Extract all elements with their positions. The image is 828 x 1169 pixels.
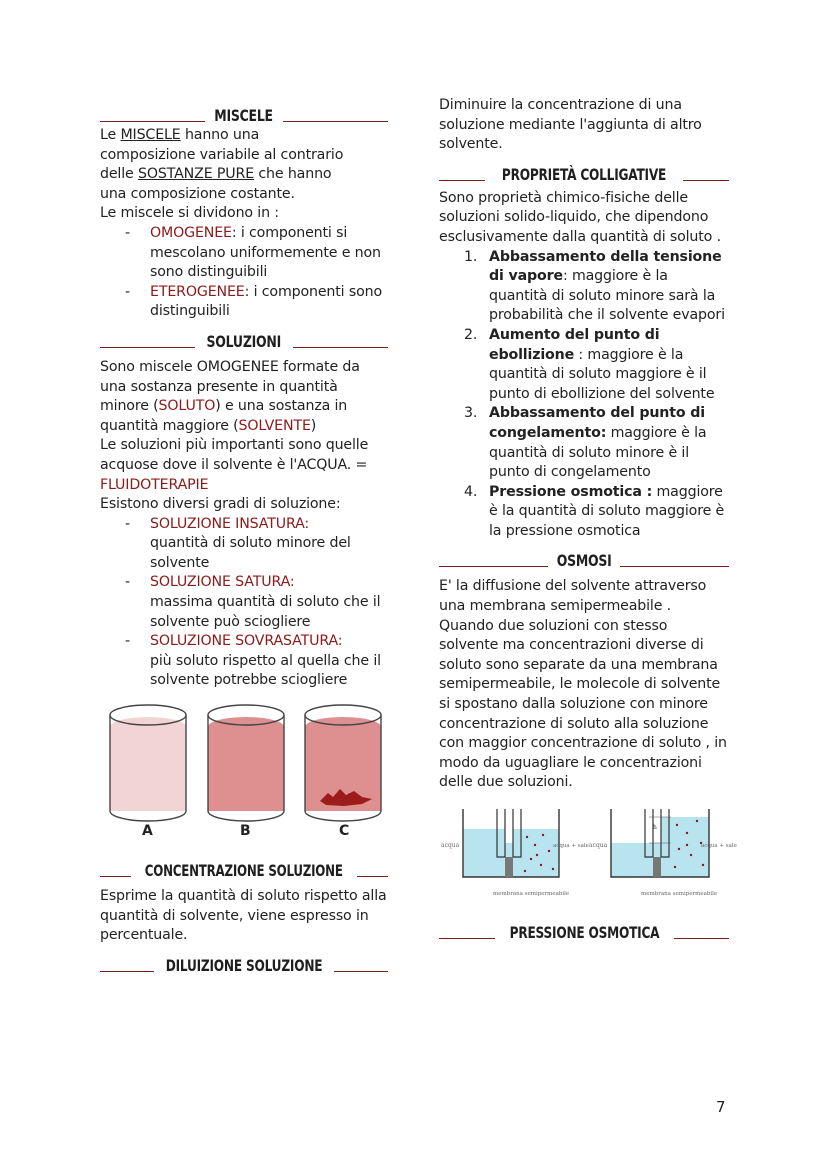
beaker-a <box>110 705 186 821</box>
heading-osmosi: OSMOSI <box>439 541 729 571</box>
colligative-list <box>439 248 729 542</box>
list-item: - SOLUZIONE SATURA: massima quantità di soluto che il solvente può sciogliere <box>100 573 388 632</box>
osmosi-text: E' la diffusione del solvente attraverso una membrana semipermeabile . Quando due soluzioni con stesso solvente ma concentrazioni diverse di soluto sono separate da una membrana semipermeabile, le molecole di solvente si spostano dalla soluzione con minore concentrazione di soluto alla soluzione con maggior concentrazione di soluto , in modo da uguagliare le concentrazioni delle due soluzioni. <box>439 578 727 791</box>
beaker-b <box>208 705 284 821</box>
miscele-list <box>100 224 388 322</box>
label-h: h <box>653 824 657 831</box>
list-item: - SOLUZIONE INSATURA: quantità di soluto minore del solvente <box>100 515 388 574</box>
list-item: - ETEROGENEE: i componenti sono distinguibili <box>100 283 388 322</box>
heading-colligative: PROPRIETÀ COLLIGATIVE <box>439 155 729 185</box>
list-item: 1. Abbassamento della tensione di vapore: maggiore è la quantità di soluto minore sarà la probabilità che il solvente evapori <box>464 248 725 324</box>
label-membrane: membrana semipermeabile <box>641 891 718 897</box>
list-item: 3. Abbassamento del punto di congelamento: maggiore è la quantità di soluto minore è il punto di congelamento <box>464 405 707 481</box>
miscele-text: Le MISCELE hanno una composizione variabile al contrario delle SOSTANZE PURE che hanno una composizione costante. Le miscele si dividono in : - OMOGENEE: i componenti si mescolano uniformemente e non sono distinguibili - ETEROGENEE: i componenti sono distinguibili <box>100 126 388 322</box>
left-column <box>100 96 388 976</box>
label-water-salt: acqua + sale <box>701 843 737 849</box>
heading-diluizione: DILUIZIONE SOLUZIONE <box>100 946 388 976</box>
beaker-label-c: C <box>339 823 350 840</box>
soluzioni-list <box>100 515 388 691</box>
osmosis-setup-initial <box>441 809 589 897</box>
heading-concentrazione: CONCENTRAZIONE SOLUZIONE <box>100 851 388 881</box>
link-sostanze-pure[interactable]: SOSTANZE PURE <box>137 166 255 183</box>
concentrazione-text: Esprime la quantità di soluto rispetto alla quantità di solvente, viene espresso in percentuale. <box>100 888 387 944</box>
label-water: acqua <box>589 842 608 849</box>
list-item: 2. Aumento del punto di ebollizione : maggiore è la quantità di soluto maggiore è il punto di ebollizione del solvente <box>464 326 715 402</box>
soluzioni-text: Sono miscele OMOGENEE formate da una sostanza presente in quantità minore (SOLUTO) e una sostanza in quantità maggiore (SOLVENTE) Le soluzioni più importanti sono quelle acquose dove il solvente è l'ACQUA. = FLUIDOTERAPIE Esistono diversi gradi di soluzione: - SOLUZIONE INSATURA: quantità di soluto minore del solvente - SOLUZIONE SATURA: massima quantità di soluto che il solvente può sciogliere - SOLUZIONE SOVRASATURA: più soluto rispetto al quella che il solvente potrebbe sciogliere <box>100 358 388 691</box>
label-membrane: membrana semipermeabile <box>493 891 570 897</box>
beaker-label-b: B <box>240 823 251 840</box>
beaker-c <box>305 705 381 821</box>
diluizione-text: Diminuire la concentrazione di una soluzione mediante l'aggiunta di altro solvente. <box>439 97 702 153</box>
link-miscele[interactable]: MISCELE <box>120 127 181 143</box>
page-number: 7 <box>716 1098 726 1116</box>
beaker-label-a: A <box>142 823 153 840</box>
label-water-salt: acqua + sale <box>553 843 589 849</box>
label-water: acqua <box>441 842 460 849</box>
beakers-svg <box>100 703 390 821</box>
osmosis-figure <box>439 807 737 903</box>
list-item: - SOLUZIONE SOVRASATURA: più soluto rispetto al quella che il solvente potrebbe sciogliere <box>100 632 388 691</box>
right-column <box>439 96 737 943</box>
colligative-text: Sono proprietà chimico-fisiche delle soluzioni solido-liquido, che dipendono esclusivamente dalla quantità di soluto . 1. Abbassamento della tensione di vapore: maggiore è la quantità di soluto minore sarà la probabilità che il solvente evapori 2. Aumento del punto di ebollizione : maggiore è la quantità di soluto maggiore è il punto di ebollizione del solvente 3. Abbassamento del punto di congelamento: maggiore è la quantità di soluto minore è il punto di congelamento 4. Pressione osmotica : maggiore è la quantità di soluto maggiore è la pressione osmotica <box>439 189 729 542</box>
osmosis-setup-final <box>589 809 737 897</box>
heading-pressione-osmotica: PRESSIONE OSMOTICA <box>439 913 729 943</box>
heading-miscele: MISCELE <box>100 96 388 126</box>
list-item: - OMOGENEE: i componenti si mescolano uniformemente e non sono distinguibili <box>100 224 388 283</box>
beakers-illustration <box>100 703 388 853</box>
list-item: 4. Pressione osmotica : maggiore è la quantità di soluto maggiore è la pressione osmotica <box>464 483 725 539</box>
heading-soluzioni: SOLUZIONI <box>100 322 388 352</box>
